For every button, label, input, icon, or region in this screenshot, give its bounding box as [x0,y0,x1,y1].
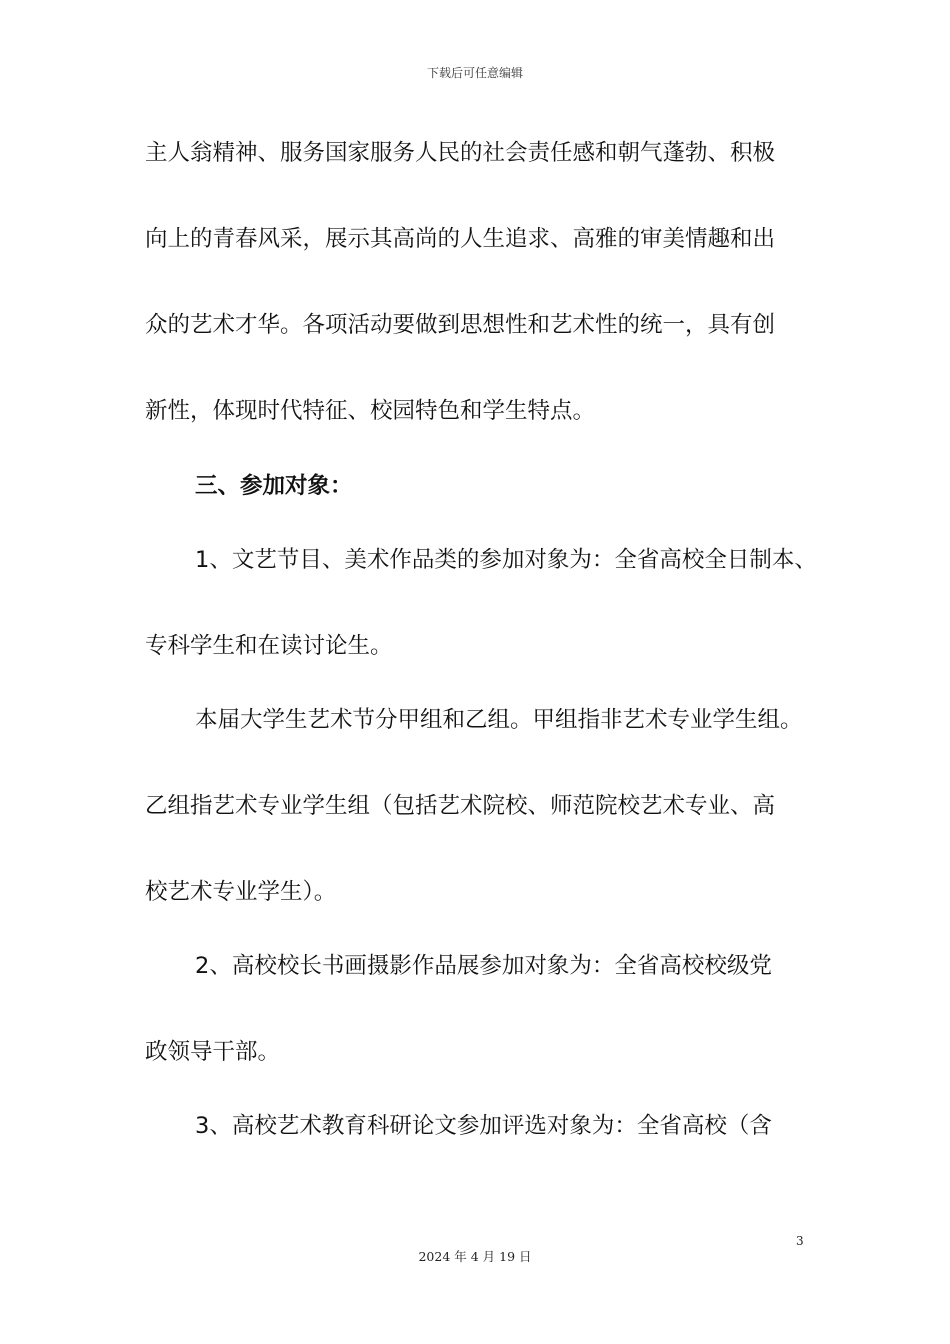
footer-date: 2024 年 4 月 19 日 [418,1249,532,1264]
item-1-line-1: 1、文艺节目、美术作品类的参加对象为：全省高校全日制本、 [195,547,817,573]
item-1-line-2: 专科学生和在读讨论生。 [145,633,393,659]
groups-paragraph-line-1: 本届大学生艺术节分甲组和乙组。甲组指非艺术专业学生组。 [195,707,803,733]
page-number: 3 [796,1234,804,1248]
item-3-line-1: 3、高校艺术教育科研论文参加评选对象为：全省高校（含 [195,1113,772,1139]
groups-paragraph-line-2: 乙组指艺术专业学生组（包括艺术院校、师范院校艺术专业、高 [145,793,776,819]
section-heading: 三、参加对象： [195,473,353,499]
item-2-line-1: 2、高校校长书画摄影作品展参加对象为：全省高校校级党 [195,953,772,979]
paragraph-line-4: 新性，体现时代特征、校园特色和学生特点。 [145,398,596,424]
paragraph-line-3: 众的艺术才华。各项活动要做到思想性和艺术性的统一，具有创 [145,312,776,338]
paragraph-line-1: 主人翁精神、服务国家服务人民的社会责任感和朝气蓬勃、积极 [145,140,776,166]
page-header: 下载后可任意编辑 [426,66,523,80]
groups-paragraph-line-3: 校艺术专业学生）。 [145,879,337,905]
paragraph-line-2: 向上的青春风采，展示其高尚的人生追求、高雅的审美情趣和出 [145,226,776,252]
item-2-line-2: 政领导干部。 [145,1039,281,1065]
